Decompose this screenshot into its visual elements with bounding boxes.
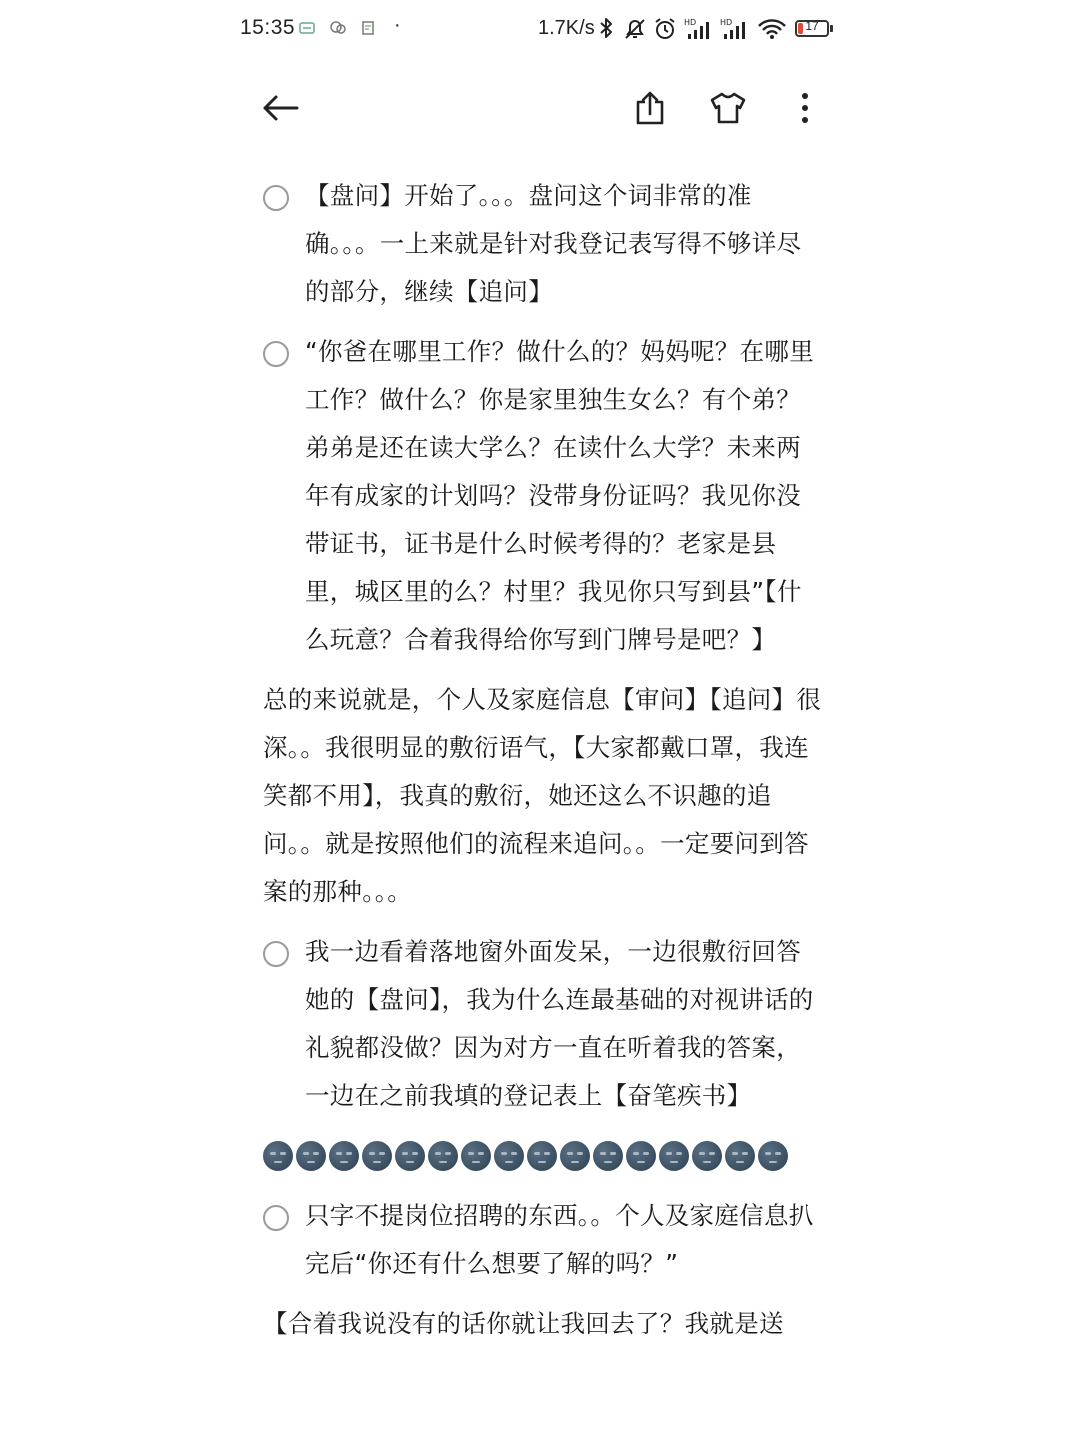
new-moon-face-icon [494,1141,524,1171]
todo-checkbox[interactable] [263,941,289,967]
svg-text:HD: HD [684,18,697,27]
new-moon-face-icon [428,1141,458,1171]
mute-icon [622,16,648,48]
new-moon-face-icon [362,1141,392,1171]
new-moon-face-icon [296,1141,326,1171]
arrow-left-icon [260,93,300,123]
theme-button[interactable] [704,84,752,132]
new-moon-face-icon [593,1141,623,1171]
todo-item [263,328,823,664]
new-moon-face-icon [395,1141,425,1171]
todo-text: 我一边看着落地窗外面发呆，一边很敷衍回答她的【盘问】，我为什么连最基础的对视讲话的礼貌都没做？因为对方一直在听着我的答案，一边在之前我填的登记表上【奋笔疾书】 [305,937,814,1110]
todo-item [263,1192,823,1288]
paragraph-text: 总的来说就是，个人及家庭信息【审问】【追问】很深。。我很明显的敷衍语气，【大家都戴口罩，我连笑都不用】，我真的敷衍，她还这么不识趣的追问。。就是按照他们的流程来追问。。一定要问到答案的那种。。。 [263,685,822,906]
more-button[interactable] [781,84,829,132]
paragraph [263,676,823,916]
signal-hd-2-icon [720,16,752,48]
new-moon-face-icon [527,1141,557,1171]
new-moon-face-icon [329,1141,359,1171]
battery-icon [795,20,829,37]
new-moon-face-icon [461,1141,491,1171]
note-content [263,172,823,1360]
todo-text: 【盘问】开始了。。。盘问这个词非常的准确。。。一上来就是针对我登记表写得不够详尽的部分，继续【追问】 [305,181,802,306]
todo-item [263,928,823,1120]
todo-text: 只字不提岗位招聘的东西。。个人及家庭信息扒完后“你还有什么想要了解的吗？” [305,1201,814,1278]
notification-icon [298,20,316,39]
alarm-icon [652,16,678,48]
new-moon-face-icon [758,1141,788,1171]
network-speed: 1.7K/s [538,17,595,39]
battery-tip [830,25,833,32]
emoji-row [263,1132,823,1180]
document-notification-icon [360,20,376,39]
paragraph [263,1300,823,1348]
status-dot: · [394,14,401,36]
more-vertical-icon [800,92,810,124]
status-time: 15:35 [240,16,296,39]
svg-text:HD: HD [720,18,733,27]
top-toolbar [0,70,1080,150]
todo-checkbox[interactable] [263,1205,289,1231]
todo-checkbox[interactable] [263,341,289,367]
paragraph-text: 【合着我说没有的话你就让我回去了？我就是送 [263,1309,784,1338]
share-button[interactable] [626,84,674,132]
battery-level: 17 [805,19,819,33]
wifi-icon [757,16,787,48]
todo-text: “你爸在哪里工作？做什么的？妈妈呢？在哪里工作？做什么？你是家里独生女么？有个弟？弟弟是还在读大学么？在读什么大学？未来两年有成家的计划吗？没带身份证吗？我见你没带证书，证书是什么时候考得的？老家是县里，城区里的么？村里？我见你只写到县”【什么玩意？合着我得给你写到门牌号是吧？】 [305,337,814,654]
new-moon-face-icon [725,1141,755,1171]
status-bar [0,0,1080,60]
new-moon-face-icon [626,1141,656,1171]
new-moon-face-icon [659,1141,689,1171]
todo-checkbox[interactable] [263,185,289,211]
new-moon-face-icon [560,1141,590,1171]
back-button[interactable] [256,84,304,132]
new-moon-face-icon [263,1141,293,1171]
todo-item [263,172,823,316]
new-moon-face-icon [692,1141,722,1171]
signal-hd-1-icon [684,16,716,48]
share-icon [634,90,666,126]
chat-notification-icon [329,20,347,39]
tshirt-icon [709,91,747,125]
bluetooth-icon [598,16,614,46]
